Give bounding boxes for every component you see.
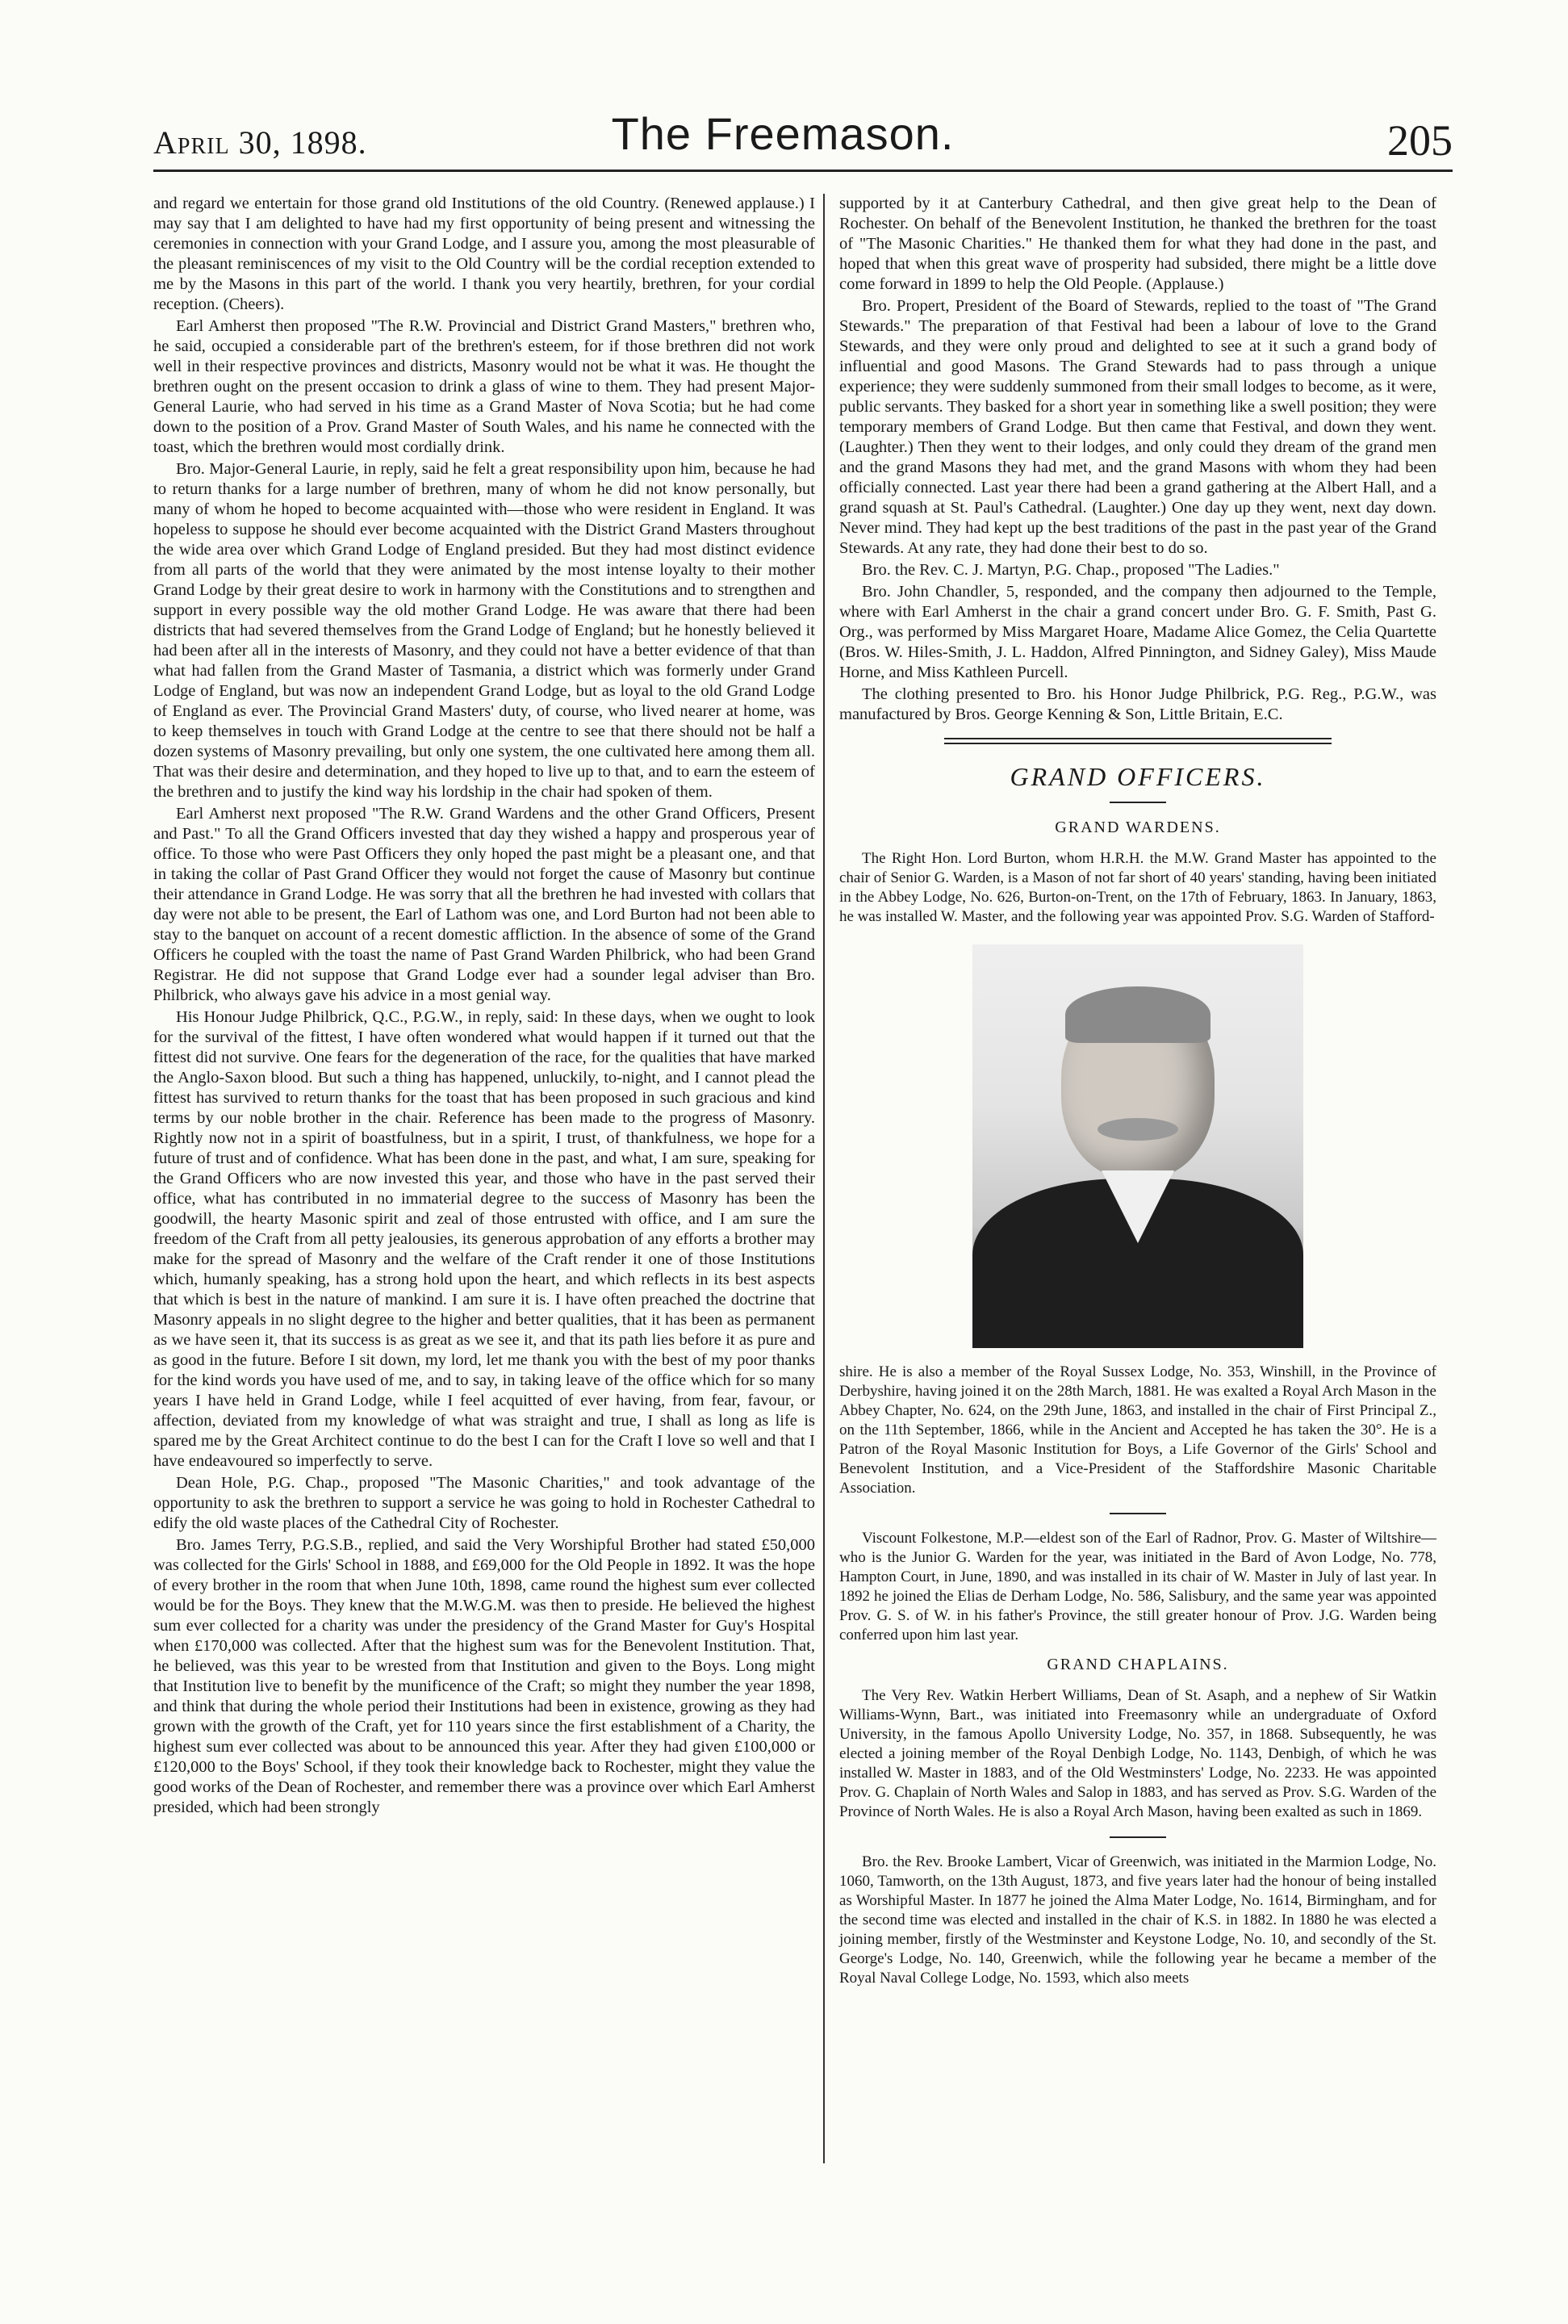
paragraph: The Very Rev. Watkin Herbert Williams, Dean of St. Asaph, and a nephew of Sir Watkin Williams-Wynn, Bart., was initiated into Freemasonry while an undergraduate of Oxford University, in the famous Apollo University Lodge, No. 357, in 1868. Subsequently, he was elected a joining member of the Royal Denbigh Lodge, No. 1143, Denbigh, of which he was installed W. Master in 1883, and of the Old Westminsters' Lodge, No. 2233. He was appointed Prov. G. Chaplain of North Wales and Salop in 1883, and has served as Prov. S.G. Warden of the Province of North Wales. He is also a Royal Arch Mason, having been exalted as such in 1869. xyxy=(839,1687,1436,1820)
portrait-moustache xyxy=(1098,1118,1178,1141)
paragraph: Dean Hole, P.G. Chap., proposed "The Masonic Charities," and took advantage of the opportunity to ask the brethren to support a service he was going to hold in Rochester Cathedral to edify the old waste places of the Cathedral City of Rochester. xyxy=(153,1474,815,1532)
masthead xyxy=(113,101,1453,174)
issue-date: April 30, 1898. xyxy=(153,124,367,161)
paragraph: Viscount Folkestone, M.P.—eldest son of the Earl of Radnor, Prov. G. Master of Wiltshire—who is the Junior G. Warden for the year, was initiated in the Bard of Avon Lodge, No. 778, Hampton Court, in June, 1890, and was installed in its chair of W. Master in July of last year. In 1892 he joined the Elias de Derham Lodge, No. 586, Salisbury, and the same year was appointed Prov. G. S. of W. in his father's Province, the still greater honour of Prov. J.G. Warden being conferred upon him last year. xyxy=(839,1530,1436,1644)
paragraph: The Right Hon. Lord Burton, whom H.R.H. the M.W. Grand Master has appointed to the chair of Senior G. Warden, is a Mason of not far short of 40 years' standing, having been initiated in the Abbey Lodge, No. 626, Burton-on-Trent, on the 17th of February, 1863. In January, 1863, he was installed W. Master, and the following year was appointed Prov. S.G. Warden of Stafford- xyxy=(839,850,1436,925)
left-column xyxy=(153,194,815,1819)
short-rule xyxy=(1110,1513,1166,1514)
paragraph: Bro. Propert, President of the Board of Stewards, replied to the toast of "The Grand Stewards." The preparation of that Festival had been a labour of love to the Grand Stewards, and they were only proud and delighted to see at it such a grand body of influential and good Masons. The Grand Stewards had to pass through a unique experience; they were suddenly summoned from their small lodges to become, as it were, public servants. They basked for a short year in something like a swell position; they were temporary members of Grand Lodge. But then came that Festival, and down they went. (Laughter.) Then they went to their lodges, and only could they dream of the grand men and the grand Masons they had met, and the grand Masons with whom they had been officially connected. Last year there had been a grand gathering at the Albert Hall, and a grand squash at St. Paul's Cathedral. (Laughter.) One day up they went, next day down. Never mind. They had kept up the best traditions of the past in the past year of the Grand Stewards. At any rate, they had done their best to do so. xyxy=(839,297,1436,557)
section-rule xyxy=(944,738,1332,744)
paragraph: Bro. John Chandler, 5, responded, and the company then adjourned to the Temple, where with Earl Amherst in the chair a grand concert under Bro. G. F. Smith, Past G. Org., was performed by Miss Margaret Hoare, Madame Alice Gomez, the Celia Quartette (Bros. W. Hiles-Smith, J. L. Haddon, Alfred Pinnington, and Sidney Galey), Miss Maude Horne, and Miss Kathleen Purcell. xyxy=(839,583,1436,681)
publication-title: The Freemason. xyxy=(611,108,955,159)
portrait-photo xyxy=(972,944,1303,1348)
column-divider xyxy=(823,194,825,2163)
masthead-rule xyxy=(153,170,1453,172)
short-rule xyxy=(1110,1836,1166,1838)
paragraph: Earl Amherst then proposed "The R.W. Provincial and District Grand Masters," brethren who, he said, occupied a considerable part of the brethren's esteem, for if those brethren did not work well in their respective provinces and districts, Masonry would not be what it was. He thought the brethren ought on the present occasion to drink a glass of wine to them. They had present Major-General Laurie, who had served in his time as a Grand Master of Nova Scotia; but he had come down to the position of a Prov. Grand Master of South Wales, and his name he connected with the toast, which the brethren would most cordially drink. xyxy=(153,317,815,456)
paragraph: supported by it at Canterbury Cathedral, and then give great help to the Dean of Rochester. On behalf of the Benevolent Institution, he thanked the brethren for the toast of "The Masonic Charities." He thanked them for what they had done in the past, and hoped that when this great wave of prosperity had subsided, there might be a little dove come forward in 1899 to help the Old People. (Applause.) xyxy=(839,195,1436,293)
paragraph: The clothing presented to Bro. his Honor Judge Philbrick, P.G. Reg., P.G.W., was manufactured by Bros. George Kenning & Son, Little Britain, E.C. xyxy=(839,685,1436,723)
paragraph: Bro. Major-General Laurie, in reply, said he felt a great responsibility upon him, because he had to return thanks for a large number of brethren, many of whom he did not know personally, but many of whom he hoped to become acquainted with—those who were resident in England. It was hopeless to suppose he should ever become acquainted with the District Grand Masters throughout the wide area over which Grand Lodge of England presided. But they had most distinct evidence from all parts of the world that they were animated by the most intense loyalty to their mother Grand Lodge by their great desire to work in harmony with the Constitutions and to strengthen and support in every possible way the old mother Grand Lodge. He was aware that there had been districts that had severed themselves from the Grand Lodge of England; but he honestly believed it had been after all in the interests of Masonry, and they could not have a better evidence of that than what had fallen from the Grand Master of Tasmania, a district which was formerly under Grand Lodge of England, but was now an independent Grand Lodge, but as loyal to the old Grand Lodge of England as ever. The Provincial Grand Masters' duty, of course, who lived nearer at home, was to keep themselves in touch with Grand Lodge at the centre to see that there should not be half a dozen systems of Masonry prevailing, but only one system, the one cultivated here among them all. That was their desire and determination, and they hoped to live up to that, and to earn the esteem of the brethren and to justify the kind way his lordship in the chair had spoken of them. xyxy=(153,460,815,801)
paragraph: His Honour Judge Philbrick, Q.C., P.G.W., in reply, said: In these days, when we ought to look for the survival of the fittest, I have often wondered what would happen if it turned out that the fittest did not survive. One fears for the degeneration of the race, for the qualities that have marked the Anglo-Saxon blood. But such a thing has happened, unluckily, to-night, and I cannot plead the fittest has survived to return thanks for the toast that has been proposed in such gracious and kind terms by our noble brother in the chair. Reference has been made to the progress of Masonry. Rightly now not in a spirit of boastfulness, but in a spirit, I trust, of thankfulness, we hope for a future of trust and of confidence. What has been done in the past, and what, I am sure, speaking for the Grand Officers who are now invested this year, and those who have in the past served their office, what has contributed in no immaterial degree to the success of Masonry has been the goodwill, the hearty Masonic spirit and zeal of those entrusted with office, and I am sure the freedom of the Craft from all petty jealousies, its generous approbation of any efforts a brother may make for the spread of Masonry and the welfare of the Craft render it one of those Institutions which, humanly speaking, has a strong hold upon the heart, and which reflects in its best aspects that which is best in the nature of mankind. I am sure it is. I have often preached the doctrine that Masonry appeals in no slight degree to the higher and better qualities, that it has been as permanent as we have seen it, that its success is as great as we see it, and that its path lies before it as pure and as good in the future. Before I sit down, my lord, let me thank you with the best of my poor thanks for the kind words you have used of me, and to say, in taking leave of the office which for so many years I have held in Grand Lodge, while I feel acquitted of ever having, from fear, favour, or affection, deviated from my knowledge of what was straight and true, I shall as long as life is spared me by the Great Architect continue to do the best I can for the Craft I love so well and that I have endeavoured so imperfectly to serve. xyxy=(153,1008,815,1470)
short-rule xyxy=(1110,802,1166,803)
paragraph: Bro. the Rev. C. J. Martyn, P.G. Chap., proposed "The Ladies." xyxy=(862,561,1280,579)
page-number: 205 xyxy=(1387,116,1453,165)
subsection-heading: GRAND WARDENS. xyxy=(1055,819,1221,836)
paragraph: Bro. the Rev. Brooke Lambert, Vicar of Greenwich, was initiated in the Marmion Lodge, No. 1060, Tamworth, on the 13th August, 1873, and five years later had the honour of being installed as Worshipful Master. In 1877 he joined the Alma Mater Lodge, No. 1614, Birmingham, and for the second time was elected and installed in the chair of K.S. in 1882. In 1880 he was elected a joining member, firstly of the Westminster and Keystone Lodge, No. 10, and secondly of the St. George's Lodge, No. 140, Greenwich, while the following year he became a member of the Royal Naval College Lodge, No. 1593, which also meets xyxy=(839,1853,1436,1987)
portrait-hair xyxy=(1065,986,1210,1043)
paragraph: and regard we entertain for those grand old Institutions of the old Country. (Renewed applause.) I may say that I am delighted to have had my first opportunity of being present and witnessing the ceremonies in connection with your Grand Lodge, and I assure you, among the most pleasurable of the pleasant reminiscences of my visit to the Old Country will be the cordial reception extended to me by the Masons in this part of the world. I thank you very heartily, brethren, for your cordial reception. (Cheers). xyxy=(153,195,815,313)
paragraph: Earl Amherst next proposed "The R.W. Grand Wardens and the other Grand Officers, Present and Past." To all the Grand Officers invested that day they wished a happy and prosperous year of office. To those who were Past Officers they only hoped the past might be a pleasant one, and that in taking the collar of Past Grand Officer they would not forget the cause of Masonry but continue their attendance in Grand Lodge. He was sorry that all the brethren he had invested with collars that day were not able to be present, the Earl of Lathom was one, and Lord Burton had not been able to stay to the banquet on account of a recent domestic affliction. In the absence of some of the Grand Officers he coupled with the toast the name of Past Grand Warden Philbrick, who had been Grand Registrar. He did not suppose that Grand Lodge ever had a sounder legal adviser than Bro. Philbrick, who always gave his advice in a most genial way. xyxy=(153,805,815,1004)
subsection-heading: GRAND CHAPLAINS. xyxy=(1047,1656,1229,1673)
paragraph: shire. He is also a member of the Royal Sussex Lodge, No. 353, Winshill, in the Province of Derbyshire, having joined it on the 28th March, 1881. He was exalted a Royal Arch Mason in the Abbey Chapter, No. 624, on the 29th June, 1863, and installed in the chair of First Principal Z., on the 11th September, 1866, while in the Ancient and Accepted he has taken the 30°. He is a Patron of the Royal Masonic Institution for Boys, a Life Governor of the Girls' School and Benevolent Institution, and a Vice-President of the Staffordshire Masonic Charitable Association. xyxy=(839,1363,1436,1497)
paragraph: Bro. James Terry, P.G.S.B., replied, and said the Very Worshipful Brother had stated £50,000 was collected for the Girls' School in 1888, and £69,000 for the Old People in 1892. It was the hope of every brother in the room that when June 10th, 1898, came round the highest sum ever collected would be for the Boys. They knew that the M.W.G.M. was then to preside. He believed the highest sum ever collected for a charity was under the presidency of the Grand Master for Guy's Hospital when £170,000 was collected. After that the highest sum was for the Benevolent Institution. That, he believed, was this year to be wrested from that Institution and given to the Boys. Long might that Institution live to benefit by the munificence of the Craft; so might they number the year 1898, and think that during the whole period their Institutions had been in existence, growing as they had grown with the growth of the Craft, yet for 110 years since the first establishment of a Charity, the highest sum ever collected was about to be announced this year. After they had given £100,000 or £120,000 to the Boys' School, if they took their knowledge back to Rochester, might they value the good works of the Dean of Rochester, and remember there was a province over which Earl Amherst presided, which had been strongly xyxy=(153,1536,815,1816)
section-title: GRAND OFFICERS. xyxy=(1010,762,1266,791)
right-column xyxy=(839,194,1436,1990)
